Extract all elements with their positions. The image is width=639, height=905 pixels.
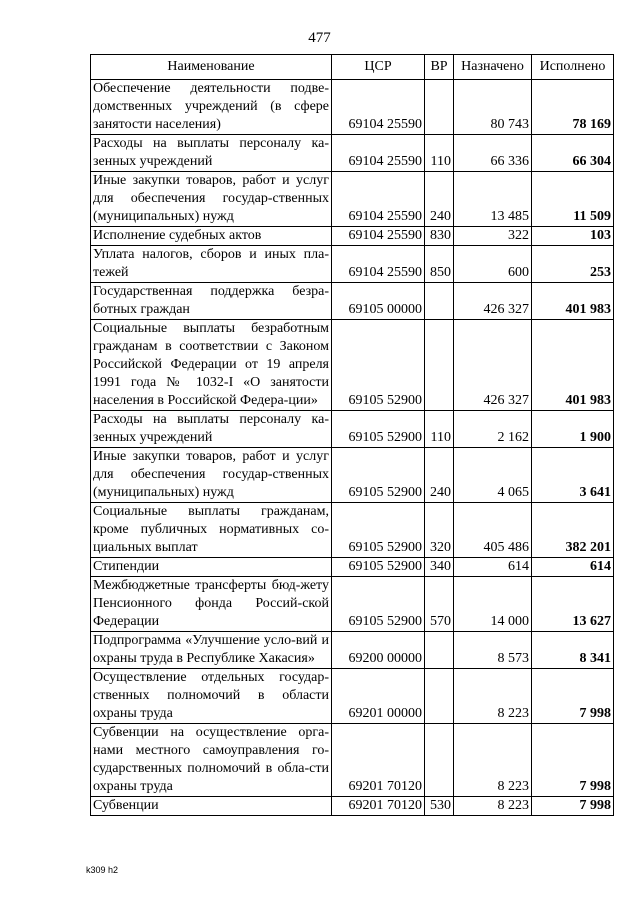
cell-csr: 69104 25590 [332,227,425,246]
cell-vr: 530 [425,797,454,816]
cell-name: Государственная поддержка безра-ботных граждан [91,283,332,320]
cell-name: Стипендии [91,558,332,577]
cell-assigned: 8 223 [454,724,532,797]
cell-vr: 830 [425,227,454,246]
cell-csr: 69201 70120 [332,724,425,797]
cell-assigned: 322 [454,227,532,246]
cell-executed: 401 983 [532,283,614,320]
cell-executed: 8 341 [532,632,614,669]
cell-name: Осуществление отдельных государ-ственных полномочий в области охраны труда [91,669,332,724]
cell-csr: 69105 52900 [332,558,425,577]
cell-csr: 69105 52900 [332,577,425,632]
cell-name: Межбюджетные трансферты бюд-жету Пенсионного фонда Россий-ской Федерации [91,577,332,632]
cell-assigned: 14 000 [454,577,532,632]
table-row [91,558,614,577]
cell-csr: 69105 52900 [332,320,425,411]
cell-vr: 340 [425,558,454,577]
cell-executed: 7 998 [532,669,614,724]
table-body [91,80,614,816]
cell-vr: 850 [425,246,454,283]
table-row [91,135,614,172]
cell-csr: 69104 25590 [332,172,425,227]
header-executed: Исполнено [532,55,614,80]
table-row [91,724,614,797]
cell-name: Социальные выплаты безработным гражданам в соответствии с Законом Российской Федерации от 19 апреля 1991 года № 1032-I «О занятости населения в Российской Федера-ции» [91,320,332,411]
cell-executed: 614 [532,558,614,577]
cell-vr [425,669,454,724]
budget-table [90,54,614,816]
cell-vr [425,283,454,320]
cell-executed: 66 304 [532,135,614,172]
table-header-row [91,55,614,80]
table-row [91,227,614,246]
cell-name: Иные закупки товаров, работ и услуг для обеспечения государ-ственных (муниципальных) нужд [91,448,332,503]
table-row [91,283,614,320]
cell-executed: 401 983 [532,320,614,411]
table-row [91,797,614,816]
table-row [91,448,614,503]
cell-executed: 7 998 [532,797,614,816]
cell-executed: 3 641 [532,448,614,503]
cell-assigned: 8 223 [454,669,532,724]
table-row [91,320,614,411]
cell-assigned: 614 [454,558,532,577]
cell-name: Уплата налогов, сборов и иных пла-тежей [91,246,332,283]
cell-csr: 69200 00000 [332,632,425,669]
cell-executed: 11 509 [532,172,614,227]
cell-name: Исполнение судебных актов [91,227,332,246]
cell-executed: 13 627 [532,577,614,632]
cell-executed: 103 [532,227,614,246]
cell-assigned: 4 065 [454,448,532,503]
table-row [91,246,614,283]
cell-executed: 1 900 [532,411,614,448]
cell-csr: 69201 70120 [332,797,425,816]
header-csr: ЦСР [332,55,425,80]
table-row [91,172,614,227]
cell-assigned: 8 223 [454,797,532,816]
cell-assigned: 66 336 [454,135,532,172]
table-row [91,411,614,448]
cell-executed: 7 998 [532,724,614,797]
cell-csr: 69105 52900 [332,411,425,448]
cell-vr: 110 [425,411,454,448]
table-row [91,80,614,135]
cell-vr: 240 [425,172,454,227]
cell-name: Социальные выплаты гражданам, кроме публичных нормативных со-циальных выплат [91,503,332,558]
table-row [91,577,614,632]
header-vr: ВР [425,55,454,80]
cell-csr: 69104 25590 [332,246,425,283]
cell-vr: 240 [425,448,454,503]
cell-name: Субвенции [91,797,332,816]
cell-vr: 110 [425,135,454,172]
table-row [91,503,614,558]
page-number: 477 [308,30,331,46]
cell-name: Подпрограмма «Улучшение усло-вий и охраны труда в Республике Хакасия» [91,632,332,669]
header-assigned: Назначено [454,55,532,80]
table-row [91,632,614,669]
cell-csr: 69105 52900 [332,503,425,558]
cell-executed: 253 [532,246,614,283]
cell-name: Обеспечение деятельности подве-домственных учреждений (в сфере занятости населения) [91,80,332,135]
cell-name: Расходы на выплаты персоналу ка-зенных учреждений [91,411,332,448]
cell-csr: 69105 00000 [332,283,425,320]
cell-vr: 320 [425,503,454,558]
cell-assigned: 2 162 [454,411,532,448]
cell-assigned: 405 486 [454,503,532,558]
cell-csr: 69105 52900 [332,448,425,503]
cell-executed: 382 201 [532,503,614,558]
cell-name: Расходы на выплаты персоналу ка-зенных учреждений [91,135,332,172]
cell-assigned: 426 327 [454,283,532,320]
header-name: Наименование [91,55,332,80]
cell-csr: 69104 25590 [332,135,425,172]
cell-executed: 78 169 [532,80,614,135]
cell-name: Иные закупки товаров, работ и услуг для обеспечения государ-ственных (муниципальных) нужд [91,172,332,227]
cell-vr [425,724,454,797]
cell-assigned: 600 [454,246,532,283]
cell-assigned: 8 573 [454,632,532,669]
cell-assigned: 13 485 [454,172,532,227]
cell-csr: 69201 00000 [332,669,425,724]
cell-vr: 570 [425,577,454,632]
cell-vr [425,632,454,669]
footer-code: k309 h2 [86,865,119,875]
cell-assigned: 80 743 [454,80,532,135]
table-row [91,669,614,724]
cell-name: Субвенции на осуществление орга-нами местного самоуправления го-сударственных полномочий в обла-сти охраны труда [91,724,332,797]
cell-assigned: 426 327 [454,320,532,411]
cell-vr [425,80,454,135]
cell-vr [425,320,454,411]
cell-csr: 69104 25590 [332,80,425,135]
